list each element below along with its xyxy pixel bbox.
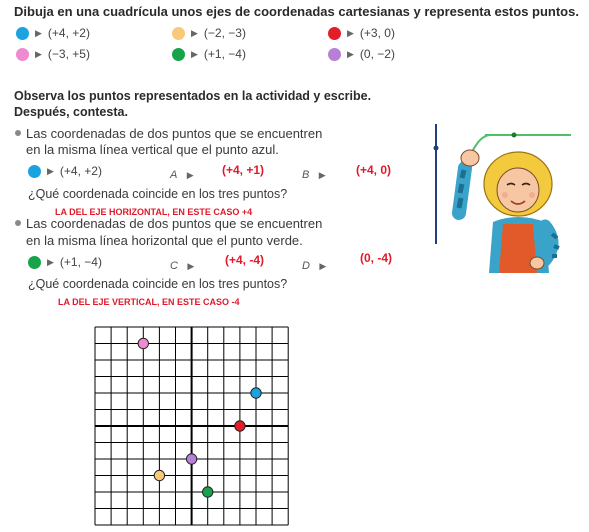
note-2: LA DEL EJE VERTICAL, EN ESTE CASO -4 xyxy=(58,297,240,307)
answer-a: (+4, +1) xyxy=(222,163,265,177)
point-label: (+4, +2) xyxy=(47,26,90,40)
green-dot-icon xyxy=(172,48,185,61)
play-arrow-icon: ▶ xyxy=(191,27,198,38)
point-label: (−2, −3) xyxy=(203,26,246,40)
point-item-1 xyxy=(16,26,90,40)
answer-b: (+4, 0) xyxy=(356,163,392,177)
play-arrow-icon: ▶ xyxy=(47,256,54,267)
question-1: ¿Qué coordenada coincide en los tres puntos? xyxy=(28,187,288,201)
observe-line-2: Después, contesta. xyxy=(14,105,128,119)
play-arrow-icon: ▶ xyxy=(319,261,327,271)
letter-c: C xyxy=(170,260,178,272)
plotted-points xyxy=(138,338,261,497)
letter-d: D xyxy=(302,260,310,272)
blue-dot-icon xyxy=(16,27,29,40)
letter-b: B xyxy=(302,169,310,181)
bullet-icon xyxy=(15,220,21,226)
answer-d: (0, -4) xyxy=(360,251,393,265)
point-item-3 xyxy=(328,26,395,40)
bullet-2-line-2: en la misma línea horizontal que el punto verde. xyxy=(26,233,303,248)
bullet-1-line-1: Las coordenadas de dos puntos que se encuentren xyxy=(26,126,323,141)
row-2-point xyxy=(28,255,102,269)
plotted-point xyxy=(251,388,261,398)
letter-a: A xyxy=(170,169,178,181)
girl-illustration xyxy=(425,118,575,276)
question-2: ¿Qué coordenada coincide en los tres puntos? xyxy=(28,277,288,291)
plotted-point xyxy=(138,338,148,348)
point-label: (+3, 0) xyxy=(359,26,395,40)
grid-lines xyxy=(95,327,288,525)
note-1: LA DEL EJE HORIZONTAL, EN ESTE CASO +4 xyxy=(55,207,253,217)
play-arrow-icon: ▶ xyxy=(35,48,42,59)
label-d xyxy=(302,256,332,274)
play-arrow-icon: ▶ xyxy=(347,27,354,38)
plotted-point xyxy=(203,487,213,497)
play-arrow-icon: ▶ xyxy=(35,27,42,38)
play-arrow-icon: ▶ xyxy=(347,48,354,59)
axis-dot xyxy=(512,133,517,138)
row-1-point xyxy=(28,164,102,178)
label-c xyxy=(170,256,200,274)
plotted-point xyxy=(235,421,245,431)
pink-dot-icon xyxy=(16,48,29,61)
label-b xyxy=(302,165,332,183)
plotted-point xyxy=(186,454,196,464)
axis-dot xyxy=(434,146,439,151)
bullet-icon xyxy=(15,130,21,136)
observe-line-1: Observa los puntos representados en la actividad y escribe. xyxy=(14,89,372,103)
blue-dot-icon xyxy=(28,165,41,178)
bullet-1-line-2: en la misma línea vertical que el punto azul. xyxy=(26,142,279,157)
play-arrow-icon: ▶ xyxy=(186,170,194,180)
point-item-5 xyxy=(172,47,246,61)
answer-c: (+4, -4) xyxy=(225,253,265,267)
hand xyxy=(461,150,479,166)
play-arrow-icon: ▶ xyxy=(318,170,326,180)
bullet-1 xyxy=(15,125,322,142)
label-a xyxy=(170,165,200,183)
green-dot-icon xyxy=(28,256,41,269)
row-2-point-label: (+1, −4) xyxy=(59,255,102,269)
other-arm xyxy=(545,226,552,260)
plotted-point xyxy=(154,470,164,480)
point-label: (−3, +5) xyxy=(47,47,90,61)
play-arrow-icon: ▶ xyxy=(187,261,195,271)
instruction-title: Dibuja en una cuadrícula unos ejes de coordenadas cartesianas y representa estos puntos. xyxy=(14,4,579,19)
face xyxy=(497,168,539,212)
bullet-2 xyxy=(15,215,322,232)
play-arrow-icon: ▶ xyxy=(191,48,198,59)
point-item-4 xyxy=(16,47,90,61)
play-arrow-icon: ▶ xyxy=(47,165,54,176)
point-label: (0, −2) xyxy=(359,47,395,61)
point-label: (+1, −4) xyxy=(203,47,246,61)
point-item-6 xyxy=(328,47,395,61)
pointer-stick xyxy=(472,135,489,152)
bullet-2-line-1: Las coordenadas de dos puntos que se encuentren xyxy=(26,216,323,231)
coordinate-grid xyxy=(93,325,290,528)
purple-dot-icon xyxy=(328,48,341,61)
yellow-dot-icon xyxy=(172,27,185,40)
point-item-2 xyxy=(172,26,246,40)
red-dot-icon xyxy=(328,27,341,40)
row-1-point-label: (+4, +2) xyxy=(59,164,102,178)
